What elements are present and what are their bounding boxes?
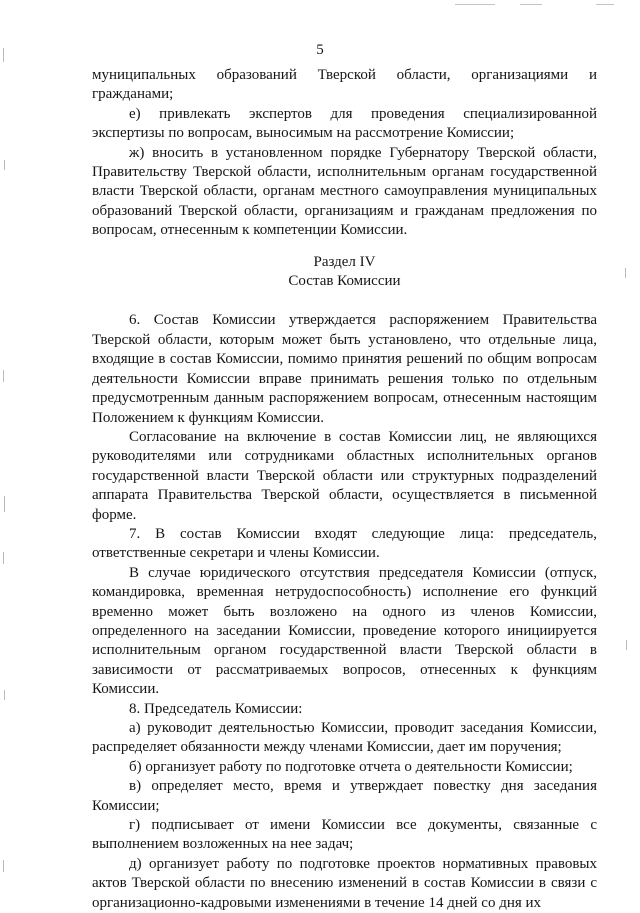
paragraph: муниципальных образований Тверской области, организациями и гражданами; (92, 67, 597, 103)
scan-artifact (626, 640, 627, 650)
paragraphs-top (92, 66, 597, 241)
scan-artifact (3, 370, 4, 382)
paragraph: б) организует работу по подготовке отчета о деятельности Комиссии; (129, 758, 573, 775)
paragraph: 6. Состав Комиссии утверждается распоряжением Правительства Тверской области, которым может быть установлено, что отдельные лица, входящие в состав Комиссии, помимо принятия решений по общим вопросам деятельности Комиссии вправе принимать решения только по отдельным предусмотренным данным распоряжением вопросам, отнесенным настоящим Положением к функциям Комиссии. (92, 312, 597, 426)
scan-artifact (4, 160, 5, 170)
scan-artifact (3, 860, 4, 872)
scan-artifact (455, 4, 495, 5)
page-number: 5 (316, 42, 324, 58)
paragraph: ж) вносить в установленном порядке Губернатору Тверской области, Правительству Тверской области, исполнительным органам государственной власти Тверской области, органам местного самоуправления муниципальных образований Тверской области, организациям и гражданам предложения по вопросам, отнесенным к компетенции Комиссии. (92, 144, 597, 239)
paragraph: Согласование на включение в состав Комиссии лиц, не являющихся руководителями или сотрудниками областных исполнительных органов государственной власти Тверской области или структурных подразделений аппарата Правительства Тверской области, осуществляется в письменной форме. (92, 428, 597, 523)
scan-artifact (4, 690, 5, 700)
section-title: Состав Комиссии (288, 273, 401, 290)
paragraph: в) определяет место, время и утверждает повестку дня заседания Комиссии; (92, 778, 597, 814)
paragraph: д) организует работу по подготовке проектов нормативных правовых актов Тверской области по внесению изменений в состав Комиссии в связи с организационно-кадровыми изменениями в течение 14 дней со дня их (92, 855, 597, 911)
scan-artifact (4, 496, 5, 512)
paragraph: а) руководит деятельностью Комиссии, проводит заседания Комиссии, распределяет обязанности между членами Комиссии, дает им поручения; (92, 720, 597, 756)
scan-artifact (3, 552, 4, 564)
scan-artifact (596, 4, 614, 5)
paragraph: г) подписывает от имени Комиссии все документы, связанные с выполнением возложенных на нее задач; (92, 817, 597, 853)
scan-artifact (520, 4, 542, 5)
document-body (92, 66, 597, 913)
paragraph: 8. Председатель Комиссии: (129, 700, 303, 717)
paragraph: 7. В состав Комиссии входят следующие лица: председатель, ответственные секретари и члены Комиссии. (92, 525, 597, 562)
paragraphs-bottom (92, 311, 597, 913)
scan-artifact (625, 268, 626, 278)
paragraph: е) привлекать экспертов для проведения специализированной экспертизы по вопросам, выносимым на рассмотрение Комиссии; (92, 105, 597, 142)
section-number: Раздел IV (313, 253, 376, 270)
paragraph: В случае юридического отсутствия председателя Комиссии (отпуск, командировка, временная нетрудоспособность) исполнение его функций временно может быть возложено на одного из членов Комиссии, определенного на заседании Комиссии, проведение которого инициируется исполнительным органом государственной власти Тверской области в зависимости от рассматриваемых вопросов, отнесенных к функциям Комиссии. (92, 564, 597, 698)
